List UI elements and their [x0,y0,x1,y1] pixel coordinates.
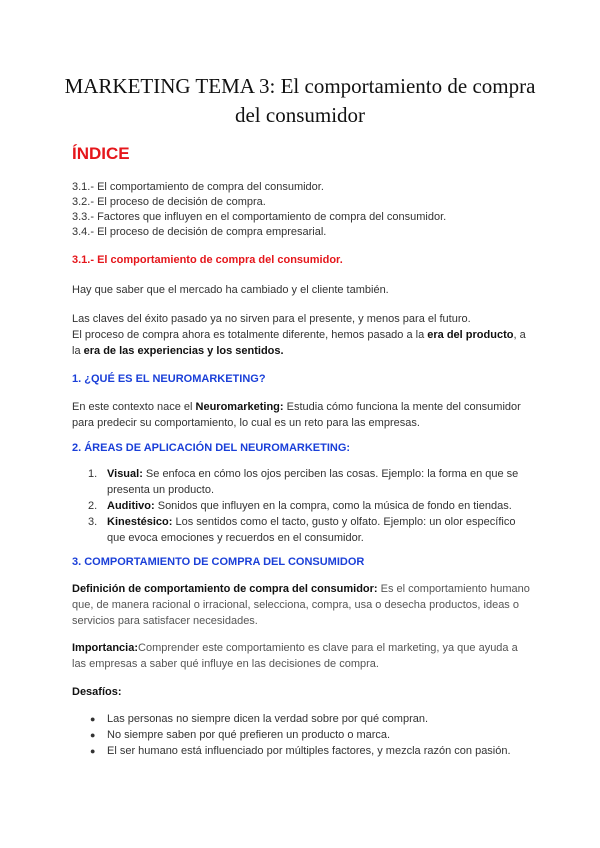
document-title [40,72,560,130]
paragraph-neuromarketing: En este contexto nace el Neuromarketing: Estudia cómo funciona la mente del consumidor para predecir su comportamiento, lo cual es un reto para las empresas. [72,401,521,429]
bold-term: era del producto [427,329,514,341]
list-item: 3. Kinestésico: Los sentidos como el tacto, gusto y olfato. Ejemplo: un olor específico que evoca emociones y recuerdos en el consumidor. [88,516,516,544]
list-item: ● El ser humano está influenciado por múltiples factores, y mezcla razón con pasión. [90,745,511,757]
areas-heading: 2. ÁREAS DE APLICACIÓN DEL NEUROMARKETING: [72,442,351,454]
bold-term: Importancia: [72,642,139,654]
neuromarketing-heading: 1. ¿QUÉ ES EL NEUROMARKETING? [72,373,266,385]
list-item: ● Las personas no siempre dicen la verdad sobre por qué compran. [90,713,429,725]
title-line-2: del consumidor [234,103,366,127]
bullet-icon: ● [90,746,96,756]
bold-term: Neuromarketing: [195,401,284,413]
challenges-label: Desafíos: [72,686,122,698]
bullet-icon: ● [90,730,96,740]
paragraph-definition: Definición de comportamiento de compra del consumidor: Es el comportamiento humano que, de manera racional o irracional, selecciona, compra, usa o desecha productos, ideas o servicios para satisfacer necesidades. [72,583,530,627]
behaviour-heading: 3. COMPORTAMIENTO DE COMPRA DEL CONSUMIDOR [72,556,365,568]
title-line-1: MARKETING TEMA 3: El comportamiento de compra [64,74,536,98]
bold-term: Auditivo: [107,500,155,512]
list-item: 1. Visual: Se enfoca en cómo los ojos perciben las cosas. Ejemplo: la forma en que se presenta un producto. [88,468,519,496]
areas-list [72,466,532,546]
list-item: ● No siempre saben por qué prefieren un producto o marca. [90,729,391,741]
bold-term: era de las experiencias y los sentidos. [83,345,284,357]
bold-term: Kinestésico: [107,516,173,528]
bold-term: Definición de comportamiento de compra del consumidor: [72,583,378,595]
index-heading: ÍNDICE [72,144,130,163]
toc-item: 3.2.- El proceso de decisión de compra. [72,196,266,208]
list-item: 2. Auditivo: Sonidos que influyen en la compra, como la música de fondo en tiendas. [88,500,512,512]
paragraph-importance: Importancia:Comprender este comportamiento es clave para el marketing, ya que ayuda a las empresas a saber qué influye en las decisiones de compra. [72,642,518,670]
toc-item: 3.4.- El proceso de decisión de compra empresarial. [72,226,327,238]
challenges-list [72,711,532,759]
list-number: 3. [88,516,98,528]
paragraph-keys-success [72,311,532,359]
bold-term: Visual: [107,468,143,480]
toc-item: 3.1.- El comportamiento de compra del consumidor. [72,181,324,193]
bullet-icon: ● [90,714,96,724]
list-number: 2. [88,500,98,512]
toc-item: 3.3.- Factores que influyen en el comportamiento de compra del consumidor. [72,211,447,223]
paragraph-line: El proceso de compra ahora es totalmente diferente, hemos pasado a la era del producto, a la era de las experiencias y los sentidos. [72,329,526,357]
section-3-1-heading: 3.1.- El comportamiento de compra del consumidor. [72,254,343,266]
paragraph-market-changed: Hay que saber que el mercado ha cambiado y el cliente también. [72,284,389,296]
table-of-contents [72,180,446,240]
paragraph-line: Las claves del éxito pasado ya no sirven para el presente, y menos para el futuro. [72,313,471,325]
list-number: 1. [88,468,98,480]
